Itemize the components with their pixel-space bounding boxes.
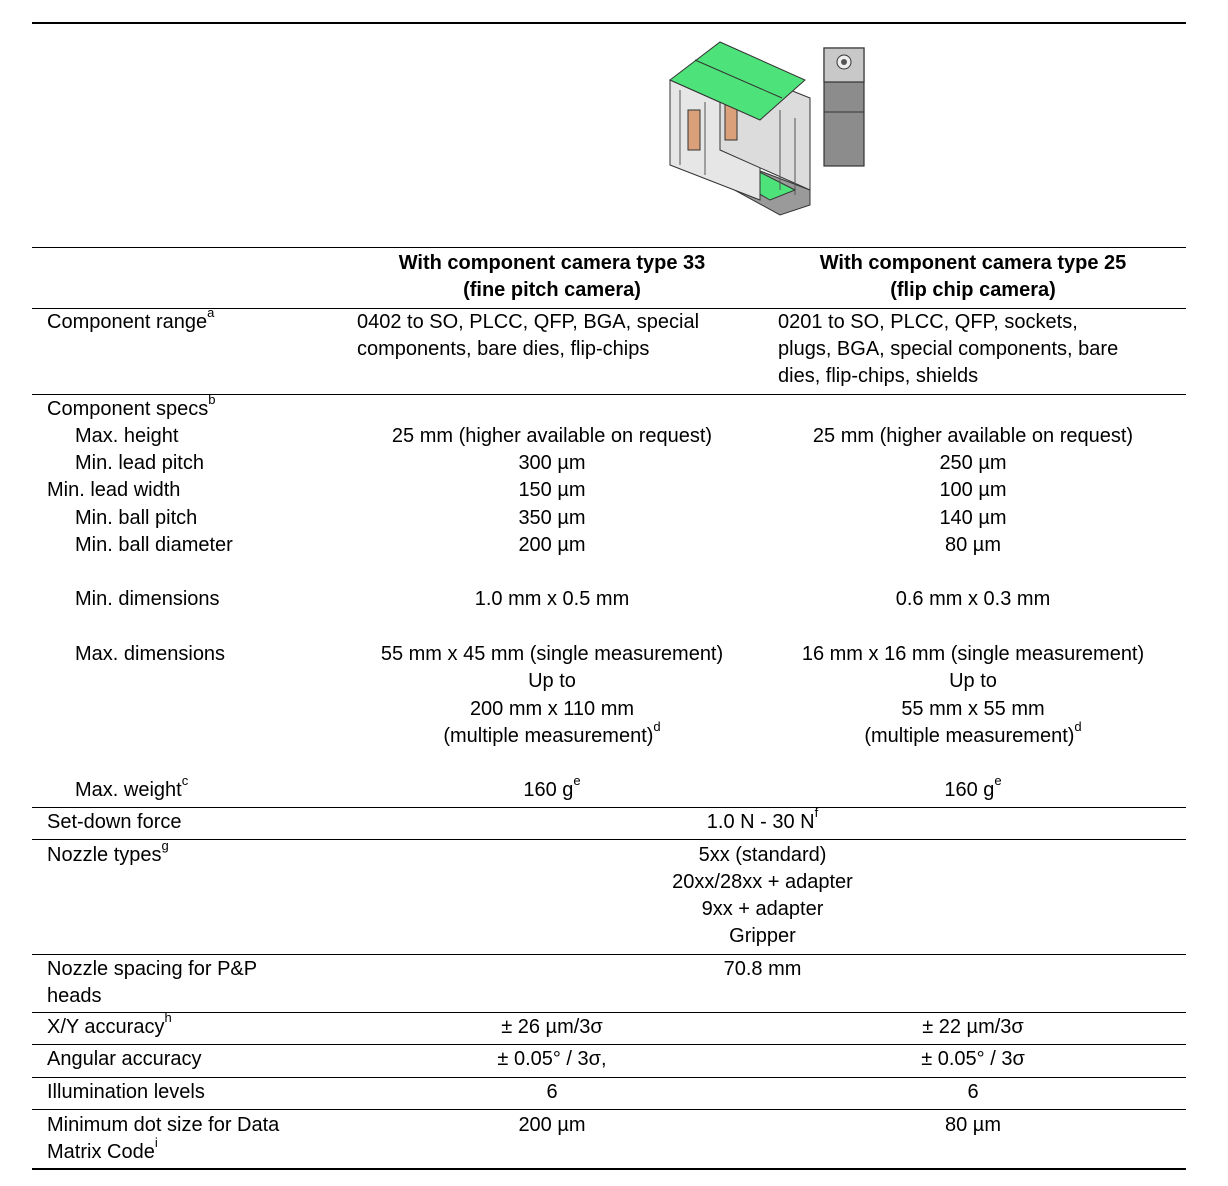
row-label-angular-accuracy: Angular accuracy [47,1048,202,1070]
row-label-max-dimensions: Max. dimensions [75,643,226,665]
set-down-force-value: 1.0 N - 30 $N^f$ [706,805,819,833]
min-dimensions-type33: 1.0 mm x 0.5 mm [474,588,630,610]
row-label-min-lead-pitch: Min. lead pitch [75,452,204,474]
max-dimensions-type33-line2: Up to [528,670,576,692]
nozzle-type-1: 5xx (standard) [698,844,827,866]
min-ball-diameter-type25: 80 µm [945,534,1001,556]
row-label-min-ball-pitch: Min. ball pitch [75,507,198,529]
min-lead-pitch-type33: 300 µm [518,452,586,474]
top-rule [32,22,1186,24]
row-rule [32,394,1186,395]
row-label-nozzle-spacing: Nozzle spacing for P&P heads [47,958,258,1007]
col-header-type25-line1: With component camera type 25 [819,252,1127,274]
row-label-min-ball-diameter: Min. ball diameter [75,534,233,556]
angular-accuracy-type33: ± 0.05° / 3σ, [497,1048,607,1070]
row-rule [32,954,1186,955]
row-rule [32,807,1186,808]
max-height-type25: 25 mm (higher available on request) [812,425,1134,447]
row-label-max-height: Max. height [75,425,179,447]
min-ball-pitch-type25: 140 µm [939,507,1007,529]
row-rule [32,1012,1186,1013]
min-lead-pitch-type25: 250 µm [939,452,1007,474]
row-label-set-down-force: Set-down force [47,811,182,833]
component-range-type33: 0402 to SO, PLCC, QFP, BGA, special components, bare dies, flip-chips [357,311,700,360]
illumination-levels-type33: 6 [546,1081,558,1103]
row-rule [32,1044,1186,1045]
col-header-type33-line2: (fine pitch camera) [463,279,641,301]
min-lead-width-type33: 150 µm [518,479,586,501]
row-label-illumination-levels: Illumination levels [47,1081,205,1103]
max-dimensions-type25-line4: (multiple measurement)$^d$ [864,719,1082,747]
xy-accuracy-type25: ± 22 µm/3σ [922,1016,1024,1038]
col-header-type33-line1: With component camera type 33 [398,252,706,274]
row-label-min-dot-size: Minimum dot size for Data Matrix Code$^i$ [47,1114,280,1163]
min-dot-size-type25: 80 µm [945,1114,1001,1136]
min-ball-pitch-type33: 350 µm [518,507,586,529]
min-lead-width-type25: 100 µm [939,479,1007,501]
row-label-min-dimensions: Min. dimensions [75,588,220,610]
xy-accuracy-type33: ± 26 µm/3σ [501,1016,603,1038]
row-rule [32,1077,1186,1078]
min-dimensions-type25: 0.6 mm x 0.3 mm [895,588,1051,610]
min-dot-size-type33: 200 µm [518,1114,586,1136]
row-label-xy-accuracy: X/Y accuracy$^h$ [47,1010,172,1038]
row-rule [32,839,1186,840]
max-height-type33: 25 mm (higher available on request) [391,425,713,447]
angular-accuracy-type25: ± 0.05° / 3σ [921,1048,1025,1070]
max-dimensions-type33-line3: 200 mm x 110 mm [469,698,635,720]
max-dimensions-type25-line2: Up to [949,670,997,692]
min-ball-diameter-type33: 200 µm [518,534,586,556]
row-rule [32,1109,1186,1110]
row-label-min-lead-width: Min. lead width [47,479,181,501]
col-header-type25-line2: (flip chip camera) [890,279,1056,301]
nozzle-type-3: 9xx + adapter [701,898,824,920]
component-range-type25: 0201 to SO, PLCC, QFP, sockets, plugs, BGA, special components, bare dies, flip-chips, shields [778,311,1119,387]
nozzle-type-4: Gripper [729,925,796,947]
nozzle-type-2: 20xx/28xx + adapter [672,871,853,893]
placement-head-illustration [660,40,880,220]
max-dimensions-type33-line4: (multiple measurement)$^d$ [443,719,661,747]
row-label-max-weight: Max. weight$^c$ [75,773,189,801]
row-label-nozzle-types: Nozzle types$^g$ [47,838,169,866]
row-label-component-specs: Component specs$^b$ [47,392,216,420]
max-weight-type25: 160 $g^e$ [944,773,1002,801]
max-dimensions-type33-line1: 55 mm x 45 mm (single measurement) [380,643,724,665]
bottom-rule [32,1168,1186,1170]
illumination-levels-type25: 6 [967,1081,979,1103]
max-dimensions-type25-line1: 16 mm x 16 mm (single measurement) [801,643,1145,665]
header-rule [32,247,1186,248]
nozzle-spacing-value: 70.8 mm [723,958,802,980]
max-weight-type33: 160 $g^e$ [523,773,581,801]
max-dimensions-type25-line3: 55 mm x 55 mm [901,698,1045,720]
row-label-component-range: Component range$^a$ [47,305,215,333]
